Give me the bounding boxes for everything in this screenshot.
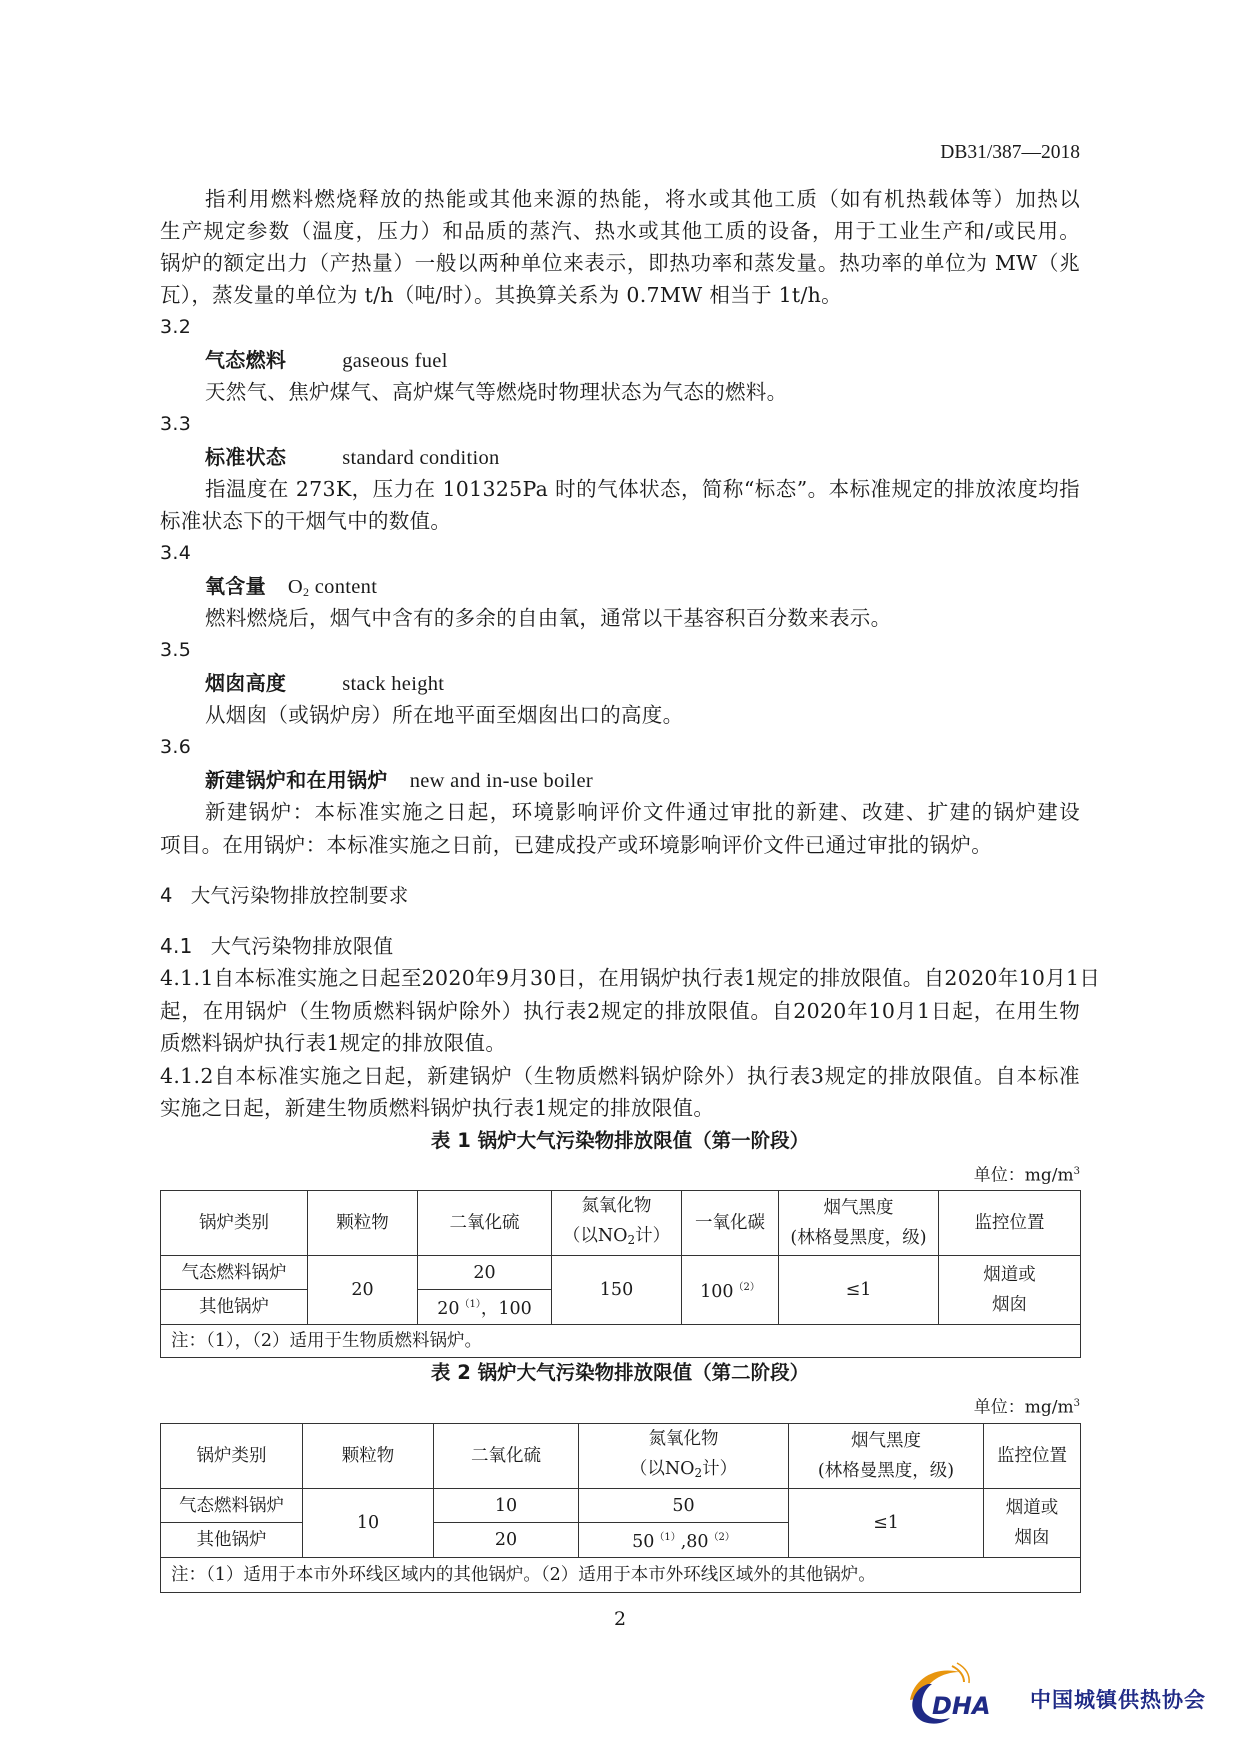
header-line: (林格曼黑度，级) bbox=[790, 1228, 927, 1248]
header-cell: 锅炉类别 bbox=[161, 1191, 308, 1256]
monitor-line: 烟道或 bbox=[1005, 1498, 1059, 1518]
smoke-cell: ≤1 bbox=[789, 1489, 984, 1558]
category-cell: 其他锅炉 bbox=[161, 1523, 303, 1558]
header-line: 氮氧化物 bbox=[648, 1429, 719, 1449]
term-number: 3.3 bbox=[160, 413, 192, 435]
standard-code: DB31/387—2018 bbox=[940, 142, 1080, 163]
header-line: 烟气黑度 bbox=[851, 1431, 921, 1451]
term-heading bbox=[205, 441, 1080, 473]
table-2 bbox=[160, 1423, 1081, 1593]
unit-superscript: 3 bbox=[1073, 1166, 1080, 1177]
nox-cell: 150 bbox=[552, 1256, 682, 1325]
term-en bbox=[288, 576, 377, 598]
text-line: 生产规定参数（温度，压力）和品质的蒸汽、热水或其他工质的设备，用于工业生产和/或民用。 bbox=[160, 219, 1080, 243]
table-note: 注：（1），（2）适用于生物质燃料锅炉。 bbox=[161, 1325, 1081, 1358]
header-cell: 锅炉类别 bbox=[161, 1424, 303, 1489]
co-cell bbox=[682, 1256, 779, 1325]
header-text: 计） bbox=[702, 1459, 738, 1479]
term-definition: 新建锅炉：本标准实施之日起，环境影响评价文件通过审批的新建、改建、扩建的锅炉建设 bbox=[205, 800, 1080, 824]
table-header-row bbox=[161, 1424, 1081, 1489]
term-number: 3.4 bbox=[160, 542, 192, 564]
clause-4-1-1: 4.1.1自本标准实施之日起至2020年9月30日，在用锅炉执行表1规定的排放限值。自2020年10月1日 bbox=[160, 966, 1101, 990]
section-4-1-heading bbox=[160, 930, 1080, 962]
term-en: stack height bbox=[342, 673, 445, 695]
value: ,80 bbox=[680, 1532, 709, 1552]
table-1 bbox=[160, 1190, 1081, 1358]
so2-cell bbox=[418, 1290, 552, 1325]
term-definition: 燃料燃烧后，烟气中含有的多余的自由氧，通常以干基容积百分数来表示。 bbox=[205, 606, 892, 630]
term-heading bbox=[205, 344, 1080, 376]
term-heading bbox=[205, 667, 1080, 699]
subscript: 2 bbox=[627, 1233, 636, 1247]
footnote-ref: （2） bbox=[708, 1532, 735, 1543]
header-line: (林格曼黑度，级) bbox=[817, 1461, 955, 1481]
header-cell: 二氧化硫 bbox=[418, 1191, 552, 1256]
table-note-row bbox=[161, 1558, 1081, 1593]
value: 20 bbox=[437, 1299, 460, 1319]
so2-cell: 20 bbox=[418, 1256, 552, 1290]
header-line bbox=[552, 1221, 681, 1255]
value: 100 bbox=[700, 1282, 734, 1302]
footnote-ref: （1） bbox=[459, 1299, 481, 1310]
header-cell bbox=[579, 1424, 789, 1489]
text-line: 锅炉的额定出力（产热量）一般以两种单位来表示，即热功率和蒸发量。热功率的单位为 MW（兆 bbox=[160, 251, 1080, 275]
smoke-cell: ≤1 bbox=[779, 1256, 939, 1325]
text-line: 指利用燃料燃烧释放的热能或其他来源的热能，将水或其他工质（如有机热载体等）加热以 bbox=[205, 187, 1080, 211]
term-definition: 项目。在用锅炉：本标准实施之日前，已建成投产或环境影响评价文件已通过审批的锅炉。 bbox=[160, 833, 992, 857]
table-1-unit bbox=[974, 1160, 1080, 1188]
header-cell: 监控位置 bbox=[939, 1191, 1081, 1256]
so2-cell: 10 bbox=[434, 1489, 579, 1523]
monitor-line: 烟囱 bbox=[1014, 1528, 1050, 1548]
header-text: （以NO bbox=[629, 1459, 695, 1479]
value: ，100 bbox=[480, 1299, 532, 1319]
term-number: 3.6 bbox=[160, 736, 192, 758]
header-cell bbox=[779, 1191, 939, 1256]
org-name: 中国城镇供热协会 bbox=[1030, 1688, 1206, 1712]
clause-4-1-2: 4.1.2自本标准实施之日起，新建锅炉（生物质燃料锅炉除外）执行表3规定的排放限值。自本标准 bbox=[160, 1064, 1080, 1088]
table-row bbox=[161, 1489, 1081, 1523]
unit-text: 单位：mg/m bbox=[973, 1397, 1074, 1418]
monitor-cell bbox=[984, 1489, 1081, 1558]
term-definition: 指温度在 273K，压力在 101325Pa 时的气体状态，简称“标态”。本标准规定的排放浓度均指 bbox=[205, 477, 1080, 501]
term-number: 3.5 bbox=[160, 639, 192, 661]
header-line bbox=[579, 1454, 788, 1488]
monitor-line: 烟囱 bbox=[992, 1295, 1027, 1315]
section-4-heading bbox=[160, 880, 1080, 912]
subscript: 2 bbox=[303, 585, 310, 599]
monitor-line: 烟道或 bbox=[983, 1265, 1036, 1285]
value: 50 bbox=[632, 1532, 655, 1552]
unit-text: 单位：mg/m bbox=[973, 1165, 1074, 1186]
term-heading bbox=[205, 570, 1080, 602]
term-cn: 新建锅炉和在用锅炉 bbox=[205, 768, 388, 792]
term-cn: 烟囱高度 bbox=[205, 671, 287, 695]
term-number: 3.2 bbox=[160, 316, 192, 338]
term-cn: 氧含量 bbox=[205, 574, 266, 598]
term-definition: 天然气、焦炉煤气、高炉煤气等燃烧时物理状态为气态的燃料。 bbox=[205, 380, 788, 404]
footnote-ref: （1） bbox=[654, 1532, 681, 1543]
monitor-cell bbox=[939, 1256, 1081, 1325]
section-title: 大气污染物排放限值 bbox=[210, 934, 394, 958]
header-cell: 颗粒物 bbox=[308, 1191, 418, 1256]
term-en-prefix: O bbox=[287, 576, 304, 598]
nox-cell: 50 bbox=[579, 1489, 789, 1523]
footnote-ref: （2） bbox=[733, 1282, 760, 1293]
category-cell: 其他锅炉 bbox=[161, 1290, 308, 1325]
table-row bbox=[161, 1256, 1081, 1290]
page-number: 2 bbox=[613, 1608, 627, 1630]
term-en: gaseous fuel bbox=[342, 350, 448, 372]
signal-arc bbox=[952, 1666, 964, 1682]
term-definition: 标准状态下的干烟气中的数值。 bbox=[160, 509, 452, 533]
term-en: standard condition bbox=[342, 447, 500, 469]
header-cell bbox=[552, 1191, 682, 1256]
header-line: 烟气黑度 bbox=[823, 1198, 894, 1218]
section-number: 4.1 bbox=[160, 934, 193, 958]
table-1-caption: 表 1 锅炉大气污染物排放限值（第一阶段） bbox=[430, 1129, 810, 1152]
subscript: 2 bbox=[694, 1466, 703, 1480]
term-en-rest: content bbox=[309, 576, 378, 598]
table-2-unit bbox=[974, 1392, 1080, 1420]
text-line: 瓦），蒸发量的单位为 t/h（吨/时）。其换算关系为 0.7MW 相当于 1t/h。 bbox=[160, 283, 842, 307]
clause-4-1-1: 质燃料锅炉执行表1规定的排放限值。 bbox=[160, 1031, 507, 1055]
term-en: new and in-use boiler bbox=[409, 770, 594, 792]
header-text: 计） bbox=[635, 1226, 671, 1246]
nox-cell bbox=[579, 1523, 789, 1558]
table-note-row bbox=[161, 1325, 1081, 1358]
header-cell: 二氧化硫 bbox=[434, 1424, 579, 1489]
unit-superscript: 3 bbox=[1073, 1398, 1080, 1409]
term-cn: 标准状态 bbox=[205, 445, 287, 469]
table-2-caption: 表 2 锅炉大气污染物排放限值（第二阶段） bbox=[430, 1361, 810, 1384]
clause-4-1-2: 实施之日起，新建生物质燃料锅炉执行表1规定的排放限值。 bbox=[160, 1096, 715, 1120]
so2-cell: 20 bbox=[434, 1523, 579, 1558]
particulate-cell: 10 bbox=[303, 1489, 434, 1558]
table-note: 注：（1）适用于本市外环线区域内的其他锅炉。（2）适用于本市外环线区域外的其他锅炉。 bbox=[161, 1558, 1081, 1593]
header-line: 氮氧化物 bbox=[581, 1196, 652, 1216]
header-cell bbox=[789, 1424, 984, 1489]
section-number: 4 bbox=[160, 884, 173, 907]
header-cell: 监控位置 bbox=[984, 1424, 1081, 1489]
category-cell: 气态燃料锅炉 bbox=[161, 1256, 308, 1290]
header-cell: 一氧化碳 bbox=[682, 1191, 779, 1256]
header-text: （以NO bbox=[562, 1226, 628, 1246]
chdha-logo bbox=[902, 1662, 1212, 1728]
table-header-row bbox=[161, 1191, 1081, 1256]
category-cell: 气态燃料锅炉 bbox=[161, 1489, 303, 1523]
term-cn: 气态燃料 bbox=[205, 348, 287, 372]
term-definition: 从烟囱（或锅炉房）所在地平面至烟囱出口的高度。 bbox=[205, 703, 684, 727]
clause-4-1-1: 起，在用锅炉（生物质燃料锅炉除外）执行表2规定的排放限值。自2020年10月1日起，在用生物 bbox=[160, 999, 1080, 1023]
particulate-cell: 20 bbox=[308, 1256, 418, 1325]
header-cell: 颗粒物 bbox=[303, 1424, 434, 1489]
term-heading bbox=[205, 764, 1080, 796]
dha-text: DHA bbox=[932, 1692, 991, 1720]
section-title: 大气污染物排放控制要求 bbox=[190, 884, 409, 907]
dha-logo-icon bbox=[902, 1662, 1032, 1728]
